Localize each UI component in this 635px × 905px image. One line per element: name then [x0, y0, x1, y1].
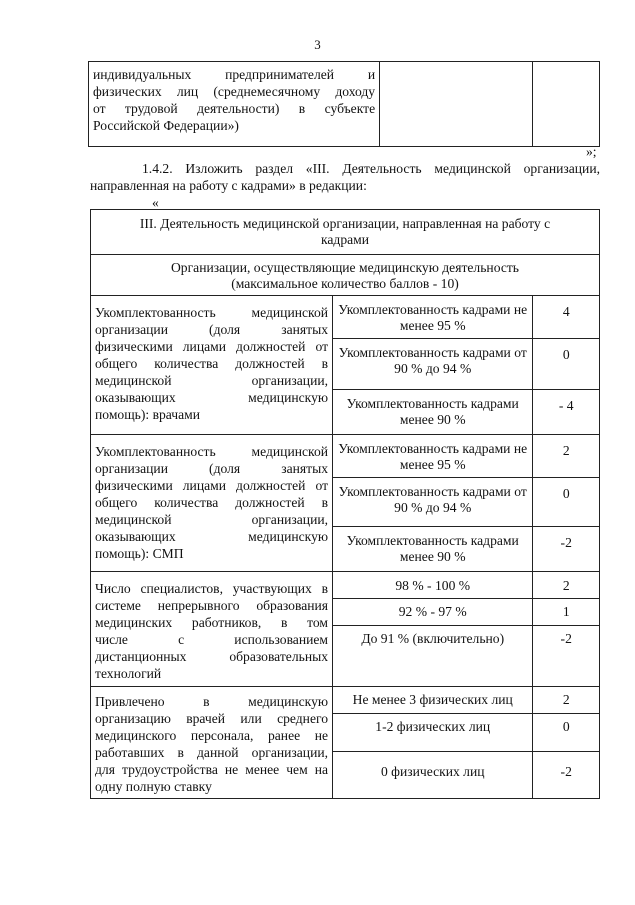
criterion-line: технологий [95, 666, 162, 681]
closing-quote: »; [586, 144, 597, 159]
criterion-line: общего количества должностей в [95, 356, 329, 371]
opening-quote: « [152, 195, 159, 210]
continued-line: физических лиц (среднемесячному доходу [93, 84, 376, 99]
condition-cell [333, 572, 533, 599]
score-cell [533, 296, 600, 339]
condition-text: 92 % - 97 % [398, 604, 467, 619]
criterion-line: Привлечено в медицинскую [95, 694, 329, 709]
score-cell [533, 435, 600, 478]
continued-score-cell [533, 62, 600, 147]
criterion-line: медицинской организации, [95, 512, 329, 527]
condition-text: Не менее 3 физических лиц [352, 692, 513, 707]
condition-text: Укомплектованность кадрами менее 90 % [346, 396, 519, 427]
criterion-line: оказывающих медицинскую [95, 529, 329, 544]
criterion-line: физическими лицами должностей от [95, 478, 329, 493]
score-cell [533, 390, 600, 435]
criterion-line: Укомплектованность медицинской [95, 444, 329, 459]
continued-line: Российской Федерации») [93, 118, 239, 133]
score-cell [533, 527, 600, 572]
condition-cell [333, 390, 533, 435]
continued-line: индивидуальных предпринимателей и [93, 67, 376, 82]
score-value: 2 [562, 443, 570, 458]
criterion-line: оказывающих медицинскую [95, 390, 329, 405]
criterion-line: дистанционных образовательных [95, 649, 329, 664]
condition-cell [333, 296, 533, 339]
score-value: 2 [562, 692, 570, 707]
condition-text: 98 % - 100 % [395, 578, 471, 593]
continued-condition-cell [380, 62, 533, 147]
condition-text: Укомплектованность кадрами от 90 % до 94 % [338, 345, 527, 376]
criterion-line: работавших в данной организации, [95, 745, 329, 760]
score-cell [533, 599, 600, 626]
continued-line: от трудовой деятельности) в субъекте [93, 101, 376, 116]
condition-cell [333, 339, 533, 390]
condition-cell [333, 599, 533, 626]
criterion-cell [91, 435, 333, 572]
condition-text: Укомплектованность кадрами менее 90 % [346, 533, 519, 564]
score-value: -2 [560, 631, 572, 646]
condition-cell [333, 478, 533, 527]
condition-text: Укомплектованность кадрами не менее 95 % [338, 441, 528, 472]
criterion-line: Укомплектованность медицинской [95, 305, 329, 320]
condition-cell [333, 687, 533, 714]
instruction-line-2: направленная на работу с кадрами» в редакции: [90, 178, 367, 193]
criterion-line: общего количества должностей в [95, 495, 329, 510]
max-score-note: (максимальное количество баллов - 10) [231, 276, 459, 291]
instruction-line-1: 1.4.2. Изложить раздел «III. Деятельность медицинской организации, [142, 161, 600, 176]
criterion-line: медицинских работников, в том [95, 615, 329, 630]
criterion-line: физическими лицами должностей от [95, 339, 329, 354]
subsection-header-cell [91, 255, 600, 296]
criterion-line: организацию врачей или среднего [95, 711, 329, 726]
criterion-line: медицинской организации, [95, 373, 329, 388]
condition-cell [333, 435, 533, 478]
condition-cell [333, 751, 533, 798]
criterion-line: помощь): СМП [95, 546, 184, 561]
score-value: 2 [562, 578, 570, 593]
condition-text: 0 физических лиц [380, 763, 485, 779]
criterion-cell [91, 296, 333, 435]
continued-criterion-cell [89, 62, 380, 147]
criterion-line: числе с использованием [95, 632, 329, 647]
score-value: 1 [562, 604, 570, 619]
score-value: -2 [560, 763, 572, 779]
score-cell [533, 714, 600, 751]
condition-cell [333, 626, 533, 687]
score-value: 0 [562, 347, 570, 362]
condition-cell [333, 527, 533, 572]
score-cell [533, 687, 600, 714]
score-value: 0 [562, 719, 570, 735]
criterion-line: одну полную ставку [95, 779, 212, 794]
condition-cell [333, 714, 533, 751]
score-cell [533, 339, 600, 390]
condition-text: Укомплектованность кадрами от 90 % до 94 % [338, 484, 527, 515]
criterion-line: помощь): врачами [95, 407, 201, 422]
score-value: 0 [562, 486, 570, 501]
criterion-line: для трудоустройства не менее чем на [95, 762, 329, 777]
subsection-title: Организации, осуществляющие медицинскую деятельность [170, 260, 519, 275]
score-value: -2 [560, 535, 572, 550]
continued-table [88, 61, 600, 147]
score-value: 4 [562, 304, 570, 319]
score-cell [533, 572, 600, 599]
criterion-line: системе непрерывного образования [95, 598, 329, 613]
criterion-line: организации (доля занятых [95, 461, 329, 476]
criterion-line: Число специалистов, участвующих в [95, 581, 329, 596]
condition-text: 1-2 физических лиц [375, 719, 491, 735]
criterion-cell [91, 572, 333, 687]
score-cell [533, 751, 600, 798]
condition-text: До 91 % (включительно) [361, 631, 505, 646]
score-cell [533, 626, 600, 687]
condition-text: Укомплектованность кадрами не менее 95 % [338, 302, 528, 333]
personnel-table [90, 209, 600, 799]
score-cell [533, 478, 600, 527]
section-header-cell [91, 210, 600, 255]
criterion-line: организации (доля занятых [95, 322, 329, 337]
section-title: III. Деятельность медицинской организации, направленная на работу с кадрами [139, 216, 551, 247]
page-number: 3 [314, 37, 321, 52]
score-value: - 4 [558, 398, 574, 413]
criterion-cell [91, 687, 333, 799]
criterion-line: медицинского персонала, ранее не [95, 728, 329, 743]
